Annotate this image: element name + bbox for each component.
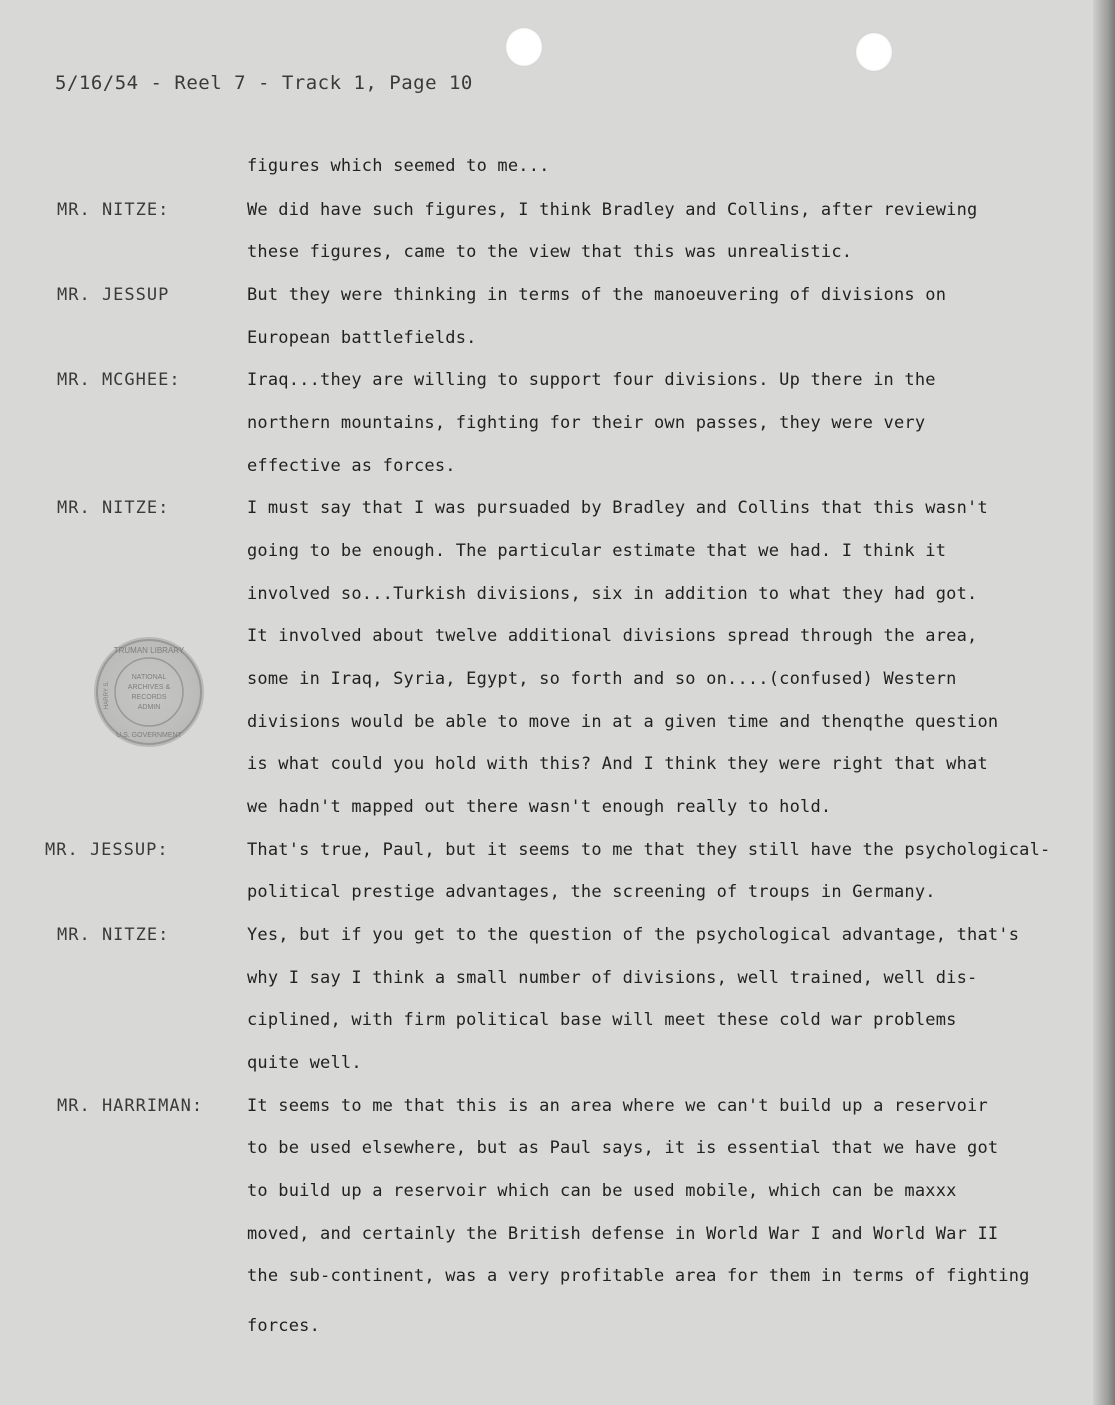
- stamp-top-text: TRUMAN LIBRARY: [113, 646, 185, 655]
- transcript-line: to be used elsewhere, but as Paul says, it is essential that we have got: [247, 1138, 999, 1158]
- archive-stamp: [94, 637, 204, 747]
- stamp-left-text: HARRY S.: [104, 680, 110, 710]
- transcript-line: We did have such figures, I think Bradley and Collins, after reviewing: [247, 200, 978, 220]
- transcript-line: we hadn't mapped out there wasn't enough really to hold.: [247, 797, 832, 817]
- transcript-line: these figures, came to the view that this was unrealistic.: [247, 242, 853, 262]
- transcript-line: political prestige advantages, the screening of troups in Germany.: [247, 882, 936, 902]
- transcript-line: some in Iraq, Syria, Egypt, so forth and so on....(confused) Western: [247, 669, 957, 689]
- speaker-label: MR. NITZE:: [57, 498, 170, 518]
- transcript-line: It seems to me that this is an area where we can't build up a reservoir: [247, 1096, 988, 1116]
- speaker-label: MR. NITZE:: [57, 925, 170, 945]
- stamp-center-text: NATIONAL: [131, 674, 167, 681]
- transcript-line: But they were thinking in terms of the manoeuvering of divisions on: [247, 285, 947, 305]
- stamp-center-text: ADMIN: [137, 704, 161, 711]
- transcript-line: to build up a reservoir which can be used mobile, which can be maxxx: [247, 1181, 957, 1201]
- transcript-line: the sub-continent, was a very profitable area for them in terms of fighting: [247, 1266, 1030, 1286]
- speaker-label: MR. MCGHEE:: [57, 370, 181, 390]
- transcript-line: why I say I think a small number of divisions, well trained, well dis-: [247, 968, 978, 988]
- transcript-line: divisions would be able to move in at a given time and thenqthe question: [247, 712, 999, 732]
- transcript-line: Yes, but if you get to the question of the psychological advantage, that's: [247, 925, 1020, 945]
- speaker-label: MR. JESSUP: [57, 285, 170, 305]
- transcript-line: European battlefields.: [247, 328, 477, 348]
- transcript-line: going to be enough. The particular estimate that we had. I think it: [247, 541, 947, 561]
- page-header: 5/16/54 - Reel 7 - Track 1, Page 10: [55, 72, 473, 94]
- transcript-line: figures which seemed to me...: [247, 156, 550, 176]
- transcript-line: Iraq...they are willing to support four divisions. Up there in the: [247, 370, 936, 390]
- transcript-line: moved, and certainly the British defense in World War I and World War II: [247, 1224, 999, 1244]
- speaker-label: MR. JESSUP:: [45, 840, 169, 860]
- speaker-label: MR. HARRIMAN:: [57, 1096, 204, 1116]
- transcript-line: ciplined, with firm political base will meet these cold war problems: [247, 1010, 957, 1030]
- archive-stamp-graphic: [94, 637, 204, 747]
- transcript-line: That's true, Paul, but it seems to me that they still have the psychological-: [247, 840, 1051, 860]
- transcript-line: It involved about twelve additional divisions spread through the area,: [247, 626, 978, 646]
- transcript-line: I must say that I was pursuaded by Bradley and Collins that this wasn't: [247, 498, 988, 518]
- stamp-bottom-text: U.S. GOVERNMENT: [116, 732, 182, 739]
- transcript-line: forces.: [247, 1316, 321, 1336]
- transcript-line: quite well.: [247, 1053, 362, 1073]
- transcript-line: northern mountains, fighting for their own passes, they were very: [247, 413, 926, 433]
- transcript-line: is what could you hold with this? And I think they were right that what: [247, 754, 988, 774]
- transcript-line: involved so...Turkish divisions, six in addition to what they had got.: [247, 584, 978, 604]
- transcript-line: effective as forces.: [247, 456, 456, 476]
- stamp-center-text: ARCHIVES &: [127, 684, 171, 691]
- speaker-label: MR. NITZE:: [57, 200, 170, 220]
- stamp-center-text: RECORDS: [131, 694, 167, 701]
